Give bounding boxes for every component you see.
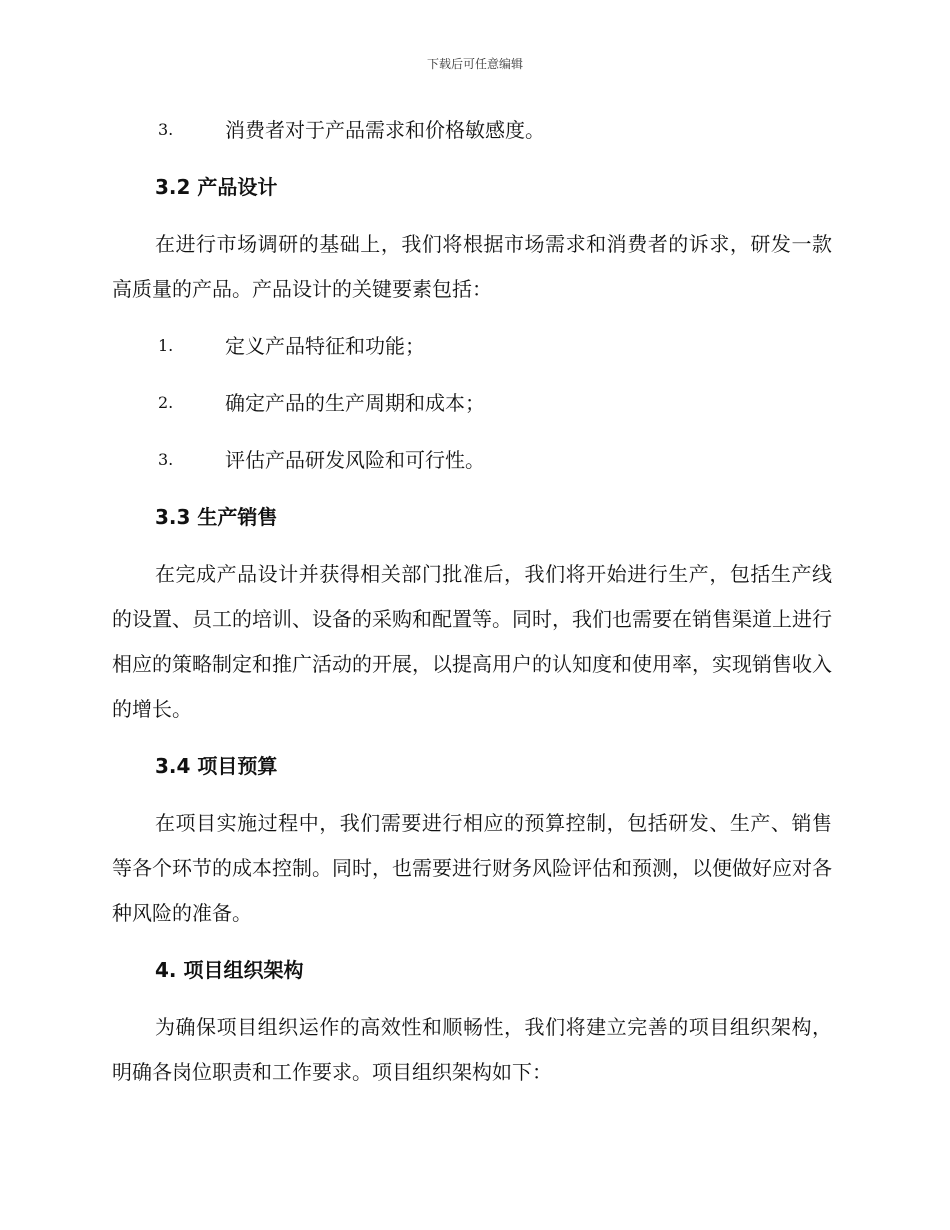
list-text: 消费者对于产品需求和价格敏感度。 <box>225 118 545 142</box>
section-paragraph-3-3: 在完成产品设计并获得相关部门批准后，我们将开始进行生产，包括生产线的设置、员工的培训、设备的采购和配置等。同时，我们也需要在销售渠道上进行相应的策略制定和推广活动的开展，以提高用户的认知度和使用率，实现销售收入的增长。 <box>112 562 832 721</box>
document-body <box>112 108 832 1107</box>
list-number: 2. <box>158 393 174 412</box>
section-heading-4: 4. 项目组织架构 <box>155 958 304 982</box>
section-paragraph-3-2: 在进行市场调研的基础上，我们将根据市场需求和消费者的诉求，研发一款高质量的产品。产品设计的关键要素包括： <box>112 232 832 301</box>
list-item <box>112 324 832 381</box>
list-item <box>112 108 832 165</box>
list-text: 确定产品的生产周期和成本； <box>225 391 485 415</box>
list-text: 定义产品特征和功能； <box>225 334 425 358</box>
list-number: 3. <box>158 450 174 469</box>
section-paragraph-3-4: 在项目实施过程中，我们需要进行相应的预算控制，包括研发、生产、销售等各个环节的成本控制。同时，也需要进行财务风险评估和预测，以便做好应对各种风险的准备。 <box>112 811 832 925</box>
list-number: 1. <box>158 336 174 355</box>
section-paragraph-4: 为确保项目组织运作的高效性和顺畅性，我们将建立完善的项目组织架构，明确各岗位职责和工作要求。项目组织架构如下： <box>112 1015 832 1084</box>
section-heading-3-4: 3.4 项目预算 <box>155 754 278 778</box>
list-number: 3. <box>158 120 174 139</box>
list-text: 评估产品研发风险和可行性。 <box>225 448 485 472</box>
section-heading-3-3: 3.3 生产销售 <box>155 505 278 529</box>
section-heading-3-2: 3.2 产品设计 <box>155 175 278 199</box>
page-header: 下载后可任意编辑 <box>426 57 523 71</box>
list-item <box>112 381 832 438</box>
list-item <box>112 438 832 495</box>
